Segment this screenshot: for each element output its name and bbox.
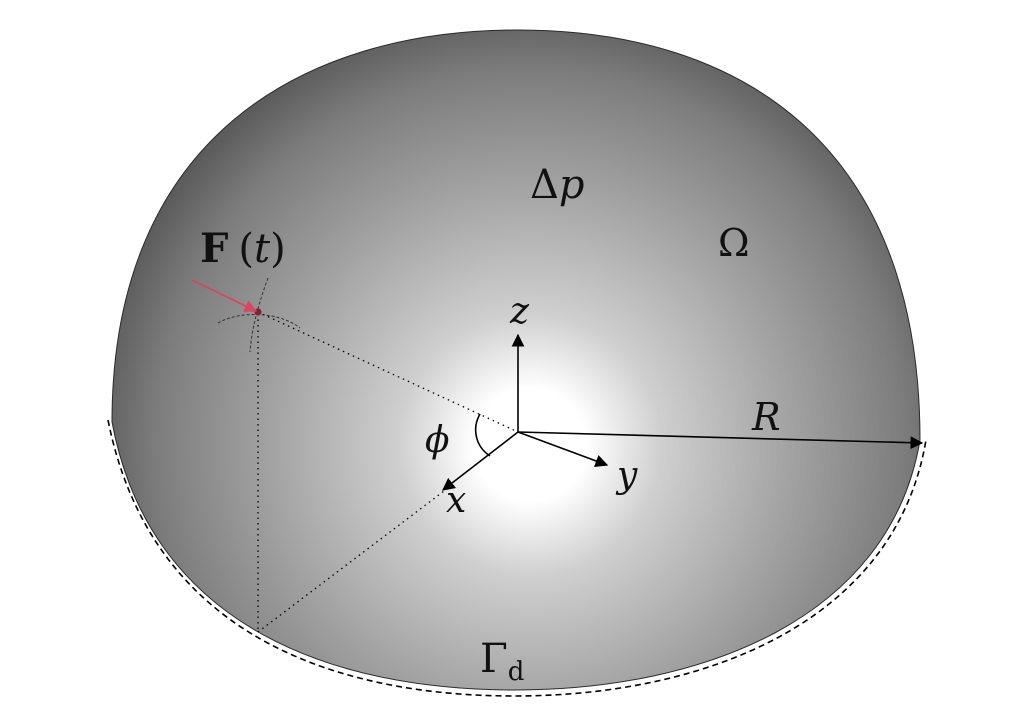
x-axis-label: x <box>446 480 467 521</box>
y-axis-label: y <box>617 455 638 496</box>
domain-label: Ω <box>718 221 750 265</box>
angle-label: ϕ <box>425 420 450 461</box>
load-point <box>255 309 262 316</box>
z-axis-label: z <box>510 291 529 332</box>
hemisphere-shell <box>112 30 920 690</box>
boundary-label: $\Gamma_d$ <box>480 636 525 687</box>
radius-label: R <box>752 395 781 439</box>
pressure-label: Δp <box>530 162 585 208</box>
force-label: F (t) <box>200 225 286 272</box>
